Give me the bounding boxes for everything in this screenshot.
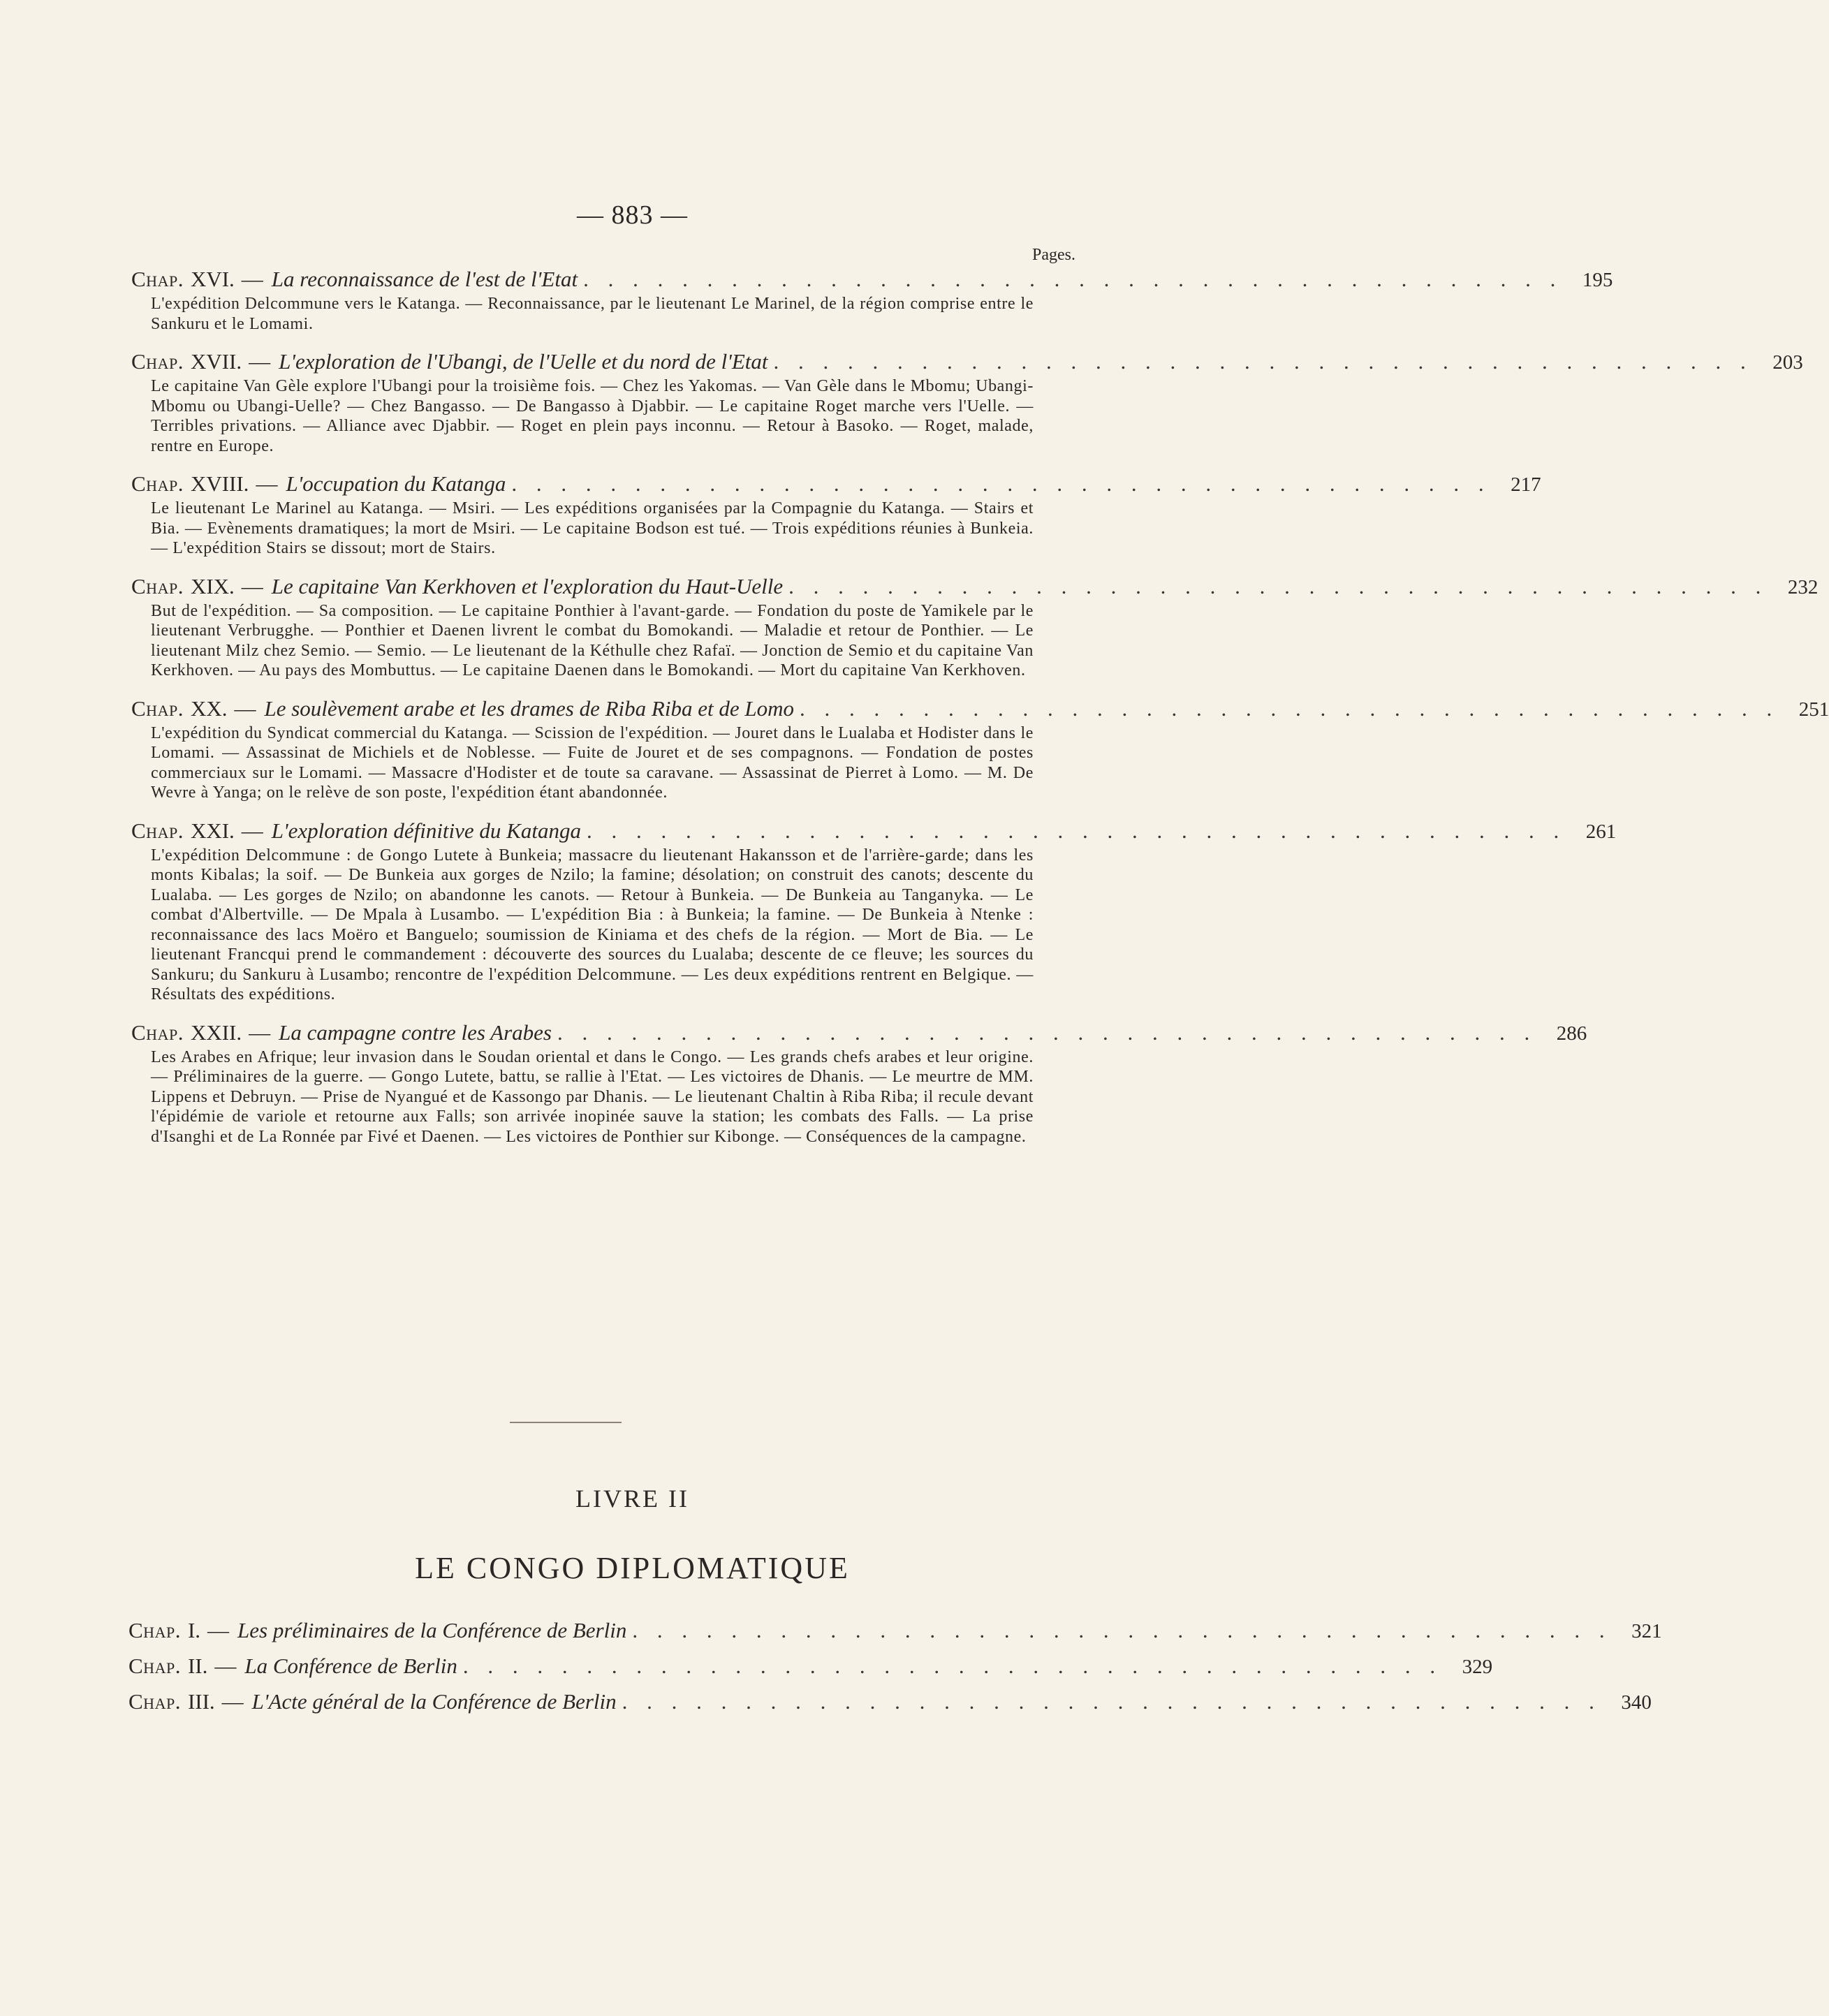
chapter-page-number: 261 bbox=[1585, 820, 1617, 843]
chapter-number: II. bbox=[187, 1654, 208, 1678]
chapter-dash: — bbox=[241, 267, 263, 291]
toc-book-two-chapter-i bbox=[128, 1614, 1662, 1647]
chapter-label: Chap. bbox=[131, 349, 184, 374]
chapter-label: Chap. bbox=[131, 267, 184, 291]
chapter-title: L'exploration de l'Ubangi, de l'Uelle et du nord de l'Etat bbox=[279, 349, 768, 374]
chapter-heading bbox=[131, 817, 1617, 846]
chapter-page-number: 329 bbox=[1462, 1656, 1493, 1678]
chapter-page-number: 251 bbox=[1798, 698, 1829, 721]
chapter-label: Chap. bbox=[128, 1618, 181, 1642]
toc-chapter-xxi bbox=[131, 817, 1617, 1005]
chapter-label: Chap. bbox=[131, 696, 184, 721]
toc-chapter-xvi bbox=[131, 265, 1613, 334]
chapter-label: Chap. bbox=[131, 471, 184, 496]
chapter-summary: L'expédition du Syndicat commercial du Katanga. — Scission de l'expédition. — Jouret dans le Lualaba et Hodister dans le Lomami. — Assassinat de Michiels et de Noblesse. — Fuite de Jouret et de ses compagnons. — Fondation de postes commerciaux sur le Lomami. — Massacre d'Hodister et de toute sa caravane. — Assassinat de Pierret à Lomo. — M. De Wevre à Yanga; on le relève de son poste, l'expédition étant abandonnée. bbox=[151, 723, 1034, 802]
chapter-title: La Conférence de Berlin bbox=[244, 1654, 457, 1678]
chapter-page-number: 286 bbox=[1556, 1022, 1587, 1045]
chapter-dash: — bbox=[241, 573, 263, 598]
chapter-title: Les préliminaires de la Conférence de Berlin bbox=[237, 1618, 627, 1642]
chapter-title: Le soulèvement arabe et les drames de Riba Riba et de Lomo bbox=[264, 696, 794, 721]
table-of-contents-book-one bbox=[131, 265, 1829, 1161]
dot-leader: . . . . . . . . . . . . . . . . . . . . . . . . . . . . . . . . . . . . . . . . bbox=[586, 818, 1566, 843]
section-divider bbox=[510, 1422, 622, 1423]
chapter-heading bbox=[128, 1614, 1662, 1647]
chapter-title: La reconnaissance de l'est de l'Etat bbox=[271, 267, 578, 291]
chapter-summary: Le capitaine Van Gèle explore l'Ubangi pour la troisième fois. — Chez les Yakomas. — Van Gèle dans le Mbomu; Ubangi-Mbomu ou Ubangi-Uelle? — Chez Bangasso. — De Bangasso à Djabbir. — Le capitaine Roget marche vers l'Uelle. — Terribles privations. — Alliance avec Djabbir. — Roget en plein pays inconnu. — Retour à Basoko. — Roget, malade, rentre en Europe. bbox=[151, 377, 1034, 455]
chapter-label: Chap. bbox=[131, 573, 184, 598]
chapter-label: Chap. bbox=[131, 1020, 184, 1045]
chapter-dash: — bbox=[249, 349, 271, 374]
toc-chapter-xix bbox=[131, 573, 1819, 681]
dot-leader: . . . . . . . . . . . . . . . . . . . . . . . . . . . . . . . . . . . . . . . . bbox=[632, 1618, 1612, 1642]
chapter-page-number: 340 bbox=[1621, 1691, 1652, 1714]
chapter-page-number: 232 bbox=[1787, 575, 1819, 598]
chapter-number: XVIII. bbox=[190, 471, 249, 496]
toc-book-two-chapter-ii bbox=[128, 1650, 1493, 1683]
chapter-heading bbox=[128, 1650, 1493, 1683]
dot-leader: . . . . . . . . . . . . . . . . . . . . . . . . . . . . . . . . . . . . . . . . bbox=[622, 1689, 1601, 1714]
chapter-dash: — bbox=[256, 471, 278, 496]
dot-leader: . . . . . . . . . . . . . . . . . . . . . . . . . . . . . . . . . . . . . . . . bbox=[462, 1654, 1443, 1678]
chapter-number: XX. bbox=[190, 696, 228, 721]
dot-leader: . . . . . . . . . . . . . . . . . . . . . . . . . . . . . . . . . . . . . . . . bbox=[773, 349, 1753, 374]
chapter-number: XXI. bbox=[190, 818, 235, 843]
chapter-heading bbox=[131, 470, 1541, 499]
chapter-number: XVII. bbox=[190, 349, 242, 374]
chapter-title: Le capitaine Van Kerkhoven et l'exploration du Haut-Uelle bbox=[271, 573, 784, 598]
toc-book-two-chapter-iii bbox=[128, 1686, 1652, 1719]
dot-leader: . . . . . . . . . . . . . . . . . . . . . . . . . . . . . . . . . . . . . . . . bbox=[511, 471, 1491, 496]
dot-leader: . . . . . . . . . . . . . . . . . . . . . . . . . . . . . . . . . . . . . . . . bbox=[788, 573, 1768, 598]
chapter-label: Chap. bbox=[131, 818, 184, 843]
chapter-number: I. bbox=[187, 1618, 201, 1642]
chapter-heading bbox=[131, 573, 1819, 601]
chapter-page-number: 203 bbox=[1772, 351, 1803, 374]
chapter-page-number: 217 bbox=[1511, 473, 1541, 496]
chapter-number: XVI. bbox=[190, 267, 235, 291]
toc-chapter-xx bbox=[131, 695, 1829, 803]
chapter-dash: — bbox=[207, 1618, 230, 1642]
toc-chapter-xxii bbox=[131, 1019, 1587, 1147]
chapter-heading bbox=[131, 1019, 1587, 1047]
chapter-dash: — bbox=[249, 1020, 271, 1045]
page-number: — 883 — bbox=[577, 200, 688, 230]
chapter-summary: Les Arabes en Afrique; leur invasion dans le Soudan oriental et dans le Congo. — Les grands chefs arabes et leur origine. — Préliminaires de la guerre. — Gongo Lutete, battu, se rallie à l'Etat. — Les victoires de Dhanis. — Le meurtre de MM. Lippens et Debruyn. — Prise de Nyangué et de Kassongo par Dhanis. — Le lieutenant Chaltin à Riba Riba; il recule devant l'épidémie de variole et retourne aux Falls; son arrivée inopinée sauve la station; les combats des Falls. — La prise d'Isanghi et de La Ronnée par Fivé et Daenen. — Les victoires de Ponthier sur Kibonge. — Conséquences de la campagne. bbox=[151, 1047, 1034, 1146]
book-two-title: LE CONGO DIPLOMATIQUE bbox=[415, 1551, 850, 1585]
chapter-dash: — bbox=[241, 818, 263, 843]
chapter-number: III. bbox=[187, 1689, 215, 1714]
chapter-summary: L'expédition Delcommune : de Gongo Lutete à Bunkeia; massacre du lieutenant Hakansson et de l'arrière-garde; dans les monts Kibalas; la soif. — De Bunkeia aux gorges de Nzilo; la famine; désolation; on construit des canots; descente du Lualaba. — Les gorges de Nzilo; on abandonne les canots. — Retour à Bunkeia. — De Bunkeia au Tanganyka. — Le combat d'Albertville. — De Mpala à Lusambo. — L'expédition Bia : à Bunkeia; la famine. — De Bunkeia à Ntenke : reconnaissance des lacs Moëro et Banguelo; soumission de Kiniama et des chefs de la région. — Mort de Bia. — Le lieutenant Francqui prend le commandement : découverte des sources du Lualaba; descente de ce fleuve; les sources du Sankuru; du Sankuru à Lusambo; rencontre de l'expédition Delcommune. — Les deux expéditions rentrent en Belgique. — Résultats des expéditions. bbox=[151, 846, 1034, 1003]
toc-chapter-xvii bbox=[131, 348, 1803, 456]
dot-leader: . . . . . . . . . . . . . . . . . . . . . . . . . . . . . . . . . . . . . . . . bbox=[799, 696, 1779, 721]
dot-leader: . . . . . . . . . . . . . . . . . . . . . . . . . . . . . . . . . . . . . . . . bbox=[557, 1020, 1537, 1045]
chapter-summary: Le lieutenant Le Marinel au Katanga. — Msiri. — Les expéditions organisées par la Compagnie du Katanga. — Stairs et Bia. — Evènements dramatiques; la mort de Msiri. — Le capitaine Bodson est tué. — Trois expéditions réunies à Bunkeia. — L'expédition Stairs se dissout; mort de Stairs. bbox=[151, 499, 1034, 557]
dot-leader: . . . . . . . . . . . . . . . . . . . . . . . . . . . . . . . . . . . . . . . . bbox=[583, 267, 1563, 291]
chapter-title: L'Acte général de la Conférence de Berlin bbox=[251, 1689, 617, 1714]
chapter-summary: L'expédition Delcommune vers le Katanga. — Reconnaissance, par le lieutenant Le Marinel, de la région comprise entre le Sankuru et le Lomami. bbox=[151, 295, 1034, 333]
table-of-contents-book-two bbox=[128, 1614, 1662, 1721]
chapter-dash: — bbox=[221, 1689, 244, 1714]
chapter-label: Chap. bbox=[128, 1654, 181, 1678]
chapter-title: L'occupation du Katanga bbox=[286, 471, 506, 496]
chapter-page-number: 195 bbox=[1582, 269, 1613, 291]
chapter-dash: — bbox=[214, 1654, 237, 1678]
book-two-label: LIVRE II bbox=[575, 1485, 689, 1513]
chapter-number: XIX. bbox=[190, 573, 235, 598]
chapter-page-number: 321 bbox=[1631, 1620, 1662, 1642]
pages-column-header: Pages. bbox=[1032, 246, 1075, 264]
chapter-heading bbox=[131, 695, 1829, 723]
chapter-summary: But de l'expédition. — Sa composition. — Le capitaine Ponthier à l'avant-garde. — Fondation du poste de Yamikele par le lieutenant Verbrugghe. — Ponthier et Daenen livrent le combat du Bomokandi. — Maladie et retour de Ponthier. — Le lieutenant Milz chez Semio. — Semio. — Le lieutenant de la Kéthulle chez Rafaï. — Jonction de Semio et du capitaine Van Kerkhoven. — Au pays des Mombuttus. — Le capitaine Daenen dans le Bomokandi. — Mort du capitaine Van Kerkhoven. bbox=[151, 601, 1034, 679]
chapter-heading bbox=[131, 348, 1803, 376]
chapter-number: XXII. bbox=[190, 1020, 242, 1045]
chapter-dash: — bbox=[234, 696, 256, 721]
chapter-title: L'exploration définitive du Katanga bbox=[271, 818, 581, 843]
toc-chapter-xviii bbox=[131, 470, 1541, 559]
chapter-title: La campagne contre les Arabes bbox=[279, 1020, 552, 1045]
chapter-label: Chap. bbox=[128, 1689, 181, 1714]
chapter-heading bbox=[131, 265, 1613, 294]
chapter-heading bbox=[128, 1686, 1652, 1719]
